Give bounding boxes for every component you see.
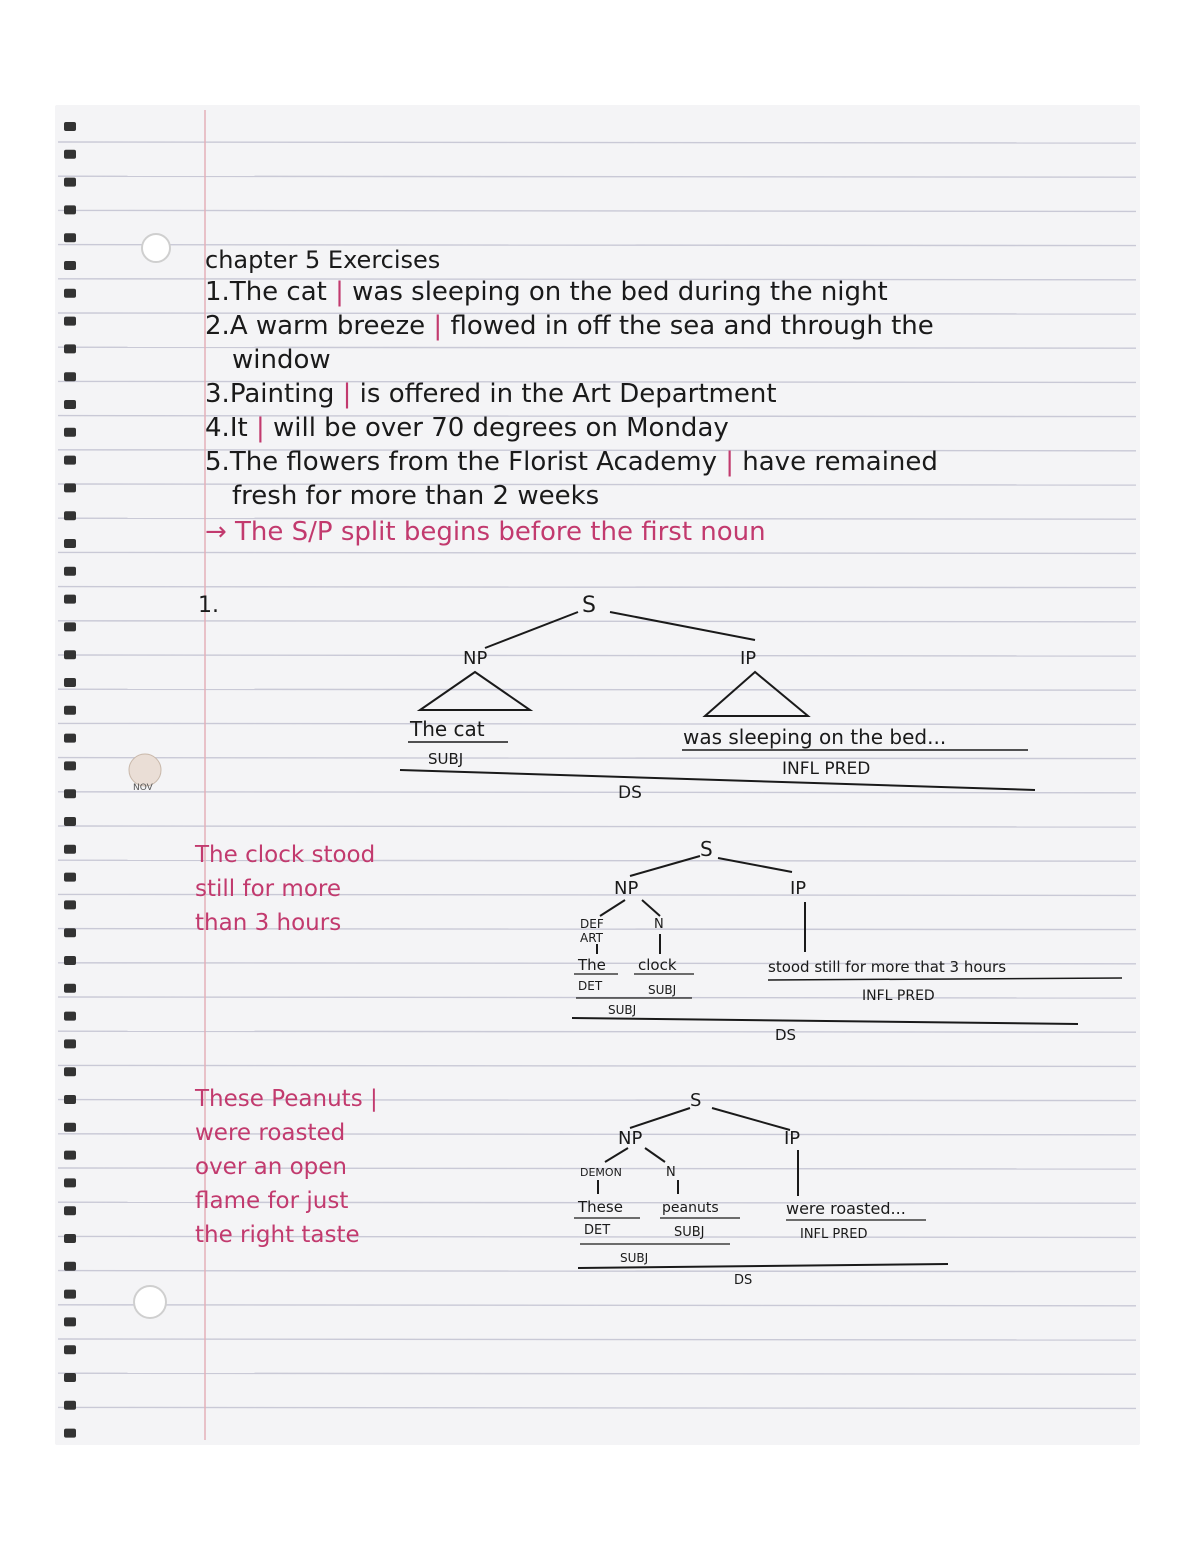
ruled-line xyxy=(58,1271,1136,1272)
svg-text:3.Painting | is offered in the: 3.Painting | is offered in the Art Department xyxy=(205,379,777,409)
spiral-hole xyxy=(64,289,76,298)
tree2-pred-text: stood still for more that 3 hours xyxy=(768,958,1007,976)
spiral-hole xyxy=(64,539,76,548)
ruled-line xyxy=(58,723,1136,724)
ruled-line xyxy=(58,1305,1136,1306)
spiral-hole xyxy=(64,122,76,131)
spiral-hole xyxy=(64,873,76,882)
spiral-hole xyxy=(64,205,76,214)
spiral-hole xyxy=(64,372,76,381)
spiral-hole xyxy=(64,1095,76,1104)
tree3-det-word: These xyxy=(578,1198,623,1216)
tree1-ds: DS xyxy=(618,783,642,803)
tree1-np: NP xyxy=(463,648,488,669)
spiral-hole xyxy=(64,150,76,159)
tree-2-sentence xyxy=(194,842,375,936)
svg-text:2.A warm breeze | flowed in of: 2.A warm breeze | flowed in off the sea and through the xyxy=(205,311,934,341)
tree1-ip: IP xyxy=(740,648,757,669)
tree3-n-word: peanuts xyxy=(662,1200,719,1216)
spiral-hole xyxy=(64,789,76,798)
tree2-n-word: clock xyxy=(638,956,677,974)
svg-text:The clock stood: The clock stood xyxy=(195,842,376,868)
tree1-pred-text: was sleeping on the bed... xyxy=(683,725,947,749)
spiral-hole xyxy=(64,1012,76,1021)
exercise-subject: The cat xyxy=(229,277,327,307)
spiral-hole xyxy=(64,261,76,270)
tree2-det-tag: DET xyxy=(578,979,603,993)
exercise-num: 1. xyxy=(205,277,230,307)
spiral-hole xyxy=(64,317,76,326)
spiral-hole xyxy=(64,1401,76,1410)
ruled-line xyxy=(58,142,1136,143)
svg-text:These Peanuts |: These Peanuts | xyxy=(195,1086,378,1112)
spiral-hole xyxy=(64,344,76,353)
tree2-det-cat-2: ART xyxy=(580,931,604,945)
spiral-hole xyxy=(64,1039,76,1048)
svg-text:the right taste: the right taste xyxy=(195,1222,360,1248)
ruled-line xyxy=(58,347,1136,348)
svg-text:still for more: still for more xyxy=(195,876,341,902)
tree2-ip: IP xyxy=(790,878,807,899)
tree1-root: S xyxy=(582,593,596,618)
spiral-hole xyxy=(64,678,76,687)
spiral-hole xyxy=(64,984,76,993)
tree3-np-tag: SUBJ xyxy=(620,1251,649,1265)
spiral-hole xyxy=(64,1317,76,1326)
spiral-hole xyxy=(64,956,76,965)
binder-sticker xyxy=(129,754,161,786)
ruled-line xyxy=(58,176,1136,177)
ruled-line xyxy=(58,210,1136,211)
tree-2 xyxy=(572,856,1078,1024)
ruled-line xyxy=(58,1373,1136,1374)
spiral-hole xyxy=(64,1373,76,1382)
tree-1 xyxy=(400,612,1035,790)
tree1-pred-tag: INFL PRED xyxy=(782,759,871,779)
tree2-det-cat-1: DEF xyxy=(580,917,604,931)
spiral-hole xyxy=(64,1262,76,1271)
exercise-predicate: was sleeping on the bed during the night xyxy=(352,277,888,307)
exercise-5 xyxy=(205,447,938,511)
spiral-hole xyxy=(64,456,76,465)
spiral-hole xyxy=(64,817,76,826)
tree3-root: S xyxy=(690,1090,702,1111)
svg-text:were roasted: were roasted xyxy=(195,1120,346,1146)
exercise-3 xyxy=(205,379,777,409)
ruled-line xyxy=(58,689,1136,690)
tree1-subj-text: The cat xyxy=(410,717,485,741)
exercise-1 xyxy=(205,277,888,307)
rule-note: → The S/P split begins before the first noun xyxy=(205,517,766,547)
tree3-n-tag: SUBJ xyxy=(674,1225,705,1240)
spiral-hole xyxy=(64,1206,76,1215)
spiral-hole xyxy=(64,428,76,437)
spiral-hole xyxy=(64,511,76,520)
tree2-np-tag: SUBJ xyxy=(608,1003,637,1017)
ruled-line xyxy=(58,792,1136,793)
svg-text:flame for just: flame for just xyxy=(195,1188,349,1214)
tree2-root: S xyxy=(700,837,713,861)
spiral-hole xyxy=(64,1123,76,1132)
ruled-line xyxy=(58,621,1136,622)
spiral-hole xyxy=(64,233,76,242)
tree3-det-cat: DEMON xyxy=(580,1166,622,1179)
spiral-hole xyxy=(64,734,76,743)
spiral-hole xyxy=(64,1234,76,1243)
spiral-hole xyxy=(64,1290,76,1299)
spiral-hole xyxy=(64,567,76,576)
spiral-binding xyxy=(64,122,76,1438)
spiral-hole xyxy=(64,483,76,492)
tree3-pred-tag: INFL PRED xyxy=(800,1227,868,1242)
exercise-4 xyxy=(205,413,729,443)
svg-text:1.The cat | was sleeping on th: 1.The cat | was sleeping on the bed during the night xyxy=(205,277,888,307)
svg-text:4.It | will be over 70 degrees: 4.It | will be over 70 degrees on Monday xyxy=(205,413,729,443)
spiral-hole xyxy=(64,1178,76,1187)
spiral-hole xyxy=(64,1151,76,1160)
spiral-hole xyxy=(64,400,76,409)
spiral-hole xyxy=(64,761,76,770)
spiral-hole xyxy=(64,650,76,659)
spiral-hole xyxy=(64,1067,76,1076)
spiral-hole xyxy=(64,622,76,631)
tree2-det-word: The xyxy=(578,956,606,974)
ruled-line xyxy=(58,1031,1136,1032)
tree2-ds: DS xyxy=(775,1026,797,1044)
spiral-hole xyxy=(64,178,76,187)
tree3-ip: IP xyxy=(784,1128,801,1149)
tree2-n-tag: SUBJ xyxy=(648,983,677,997)
svg-text:fresh for more than 2 weeks: fresh for more than 2 weeks xyxy=(232,481,600,511)
ruled-line xyxy=(58,1065,1136,1066)
ruled-line xyxy=(58,758,1136,759)
punch-hole-top xyxy=(142,234,170,262)
spiral-hole xyxy=(64,706,76,715)
ruled-line xyxy=(58,826,1136,827)
svg-text:than 3 hours: than 3 hours xyxy=(195,910,342,936)
tree2-np: NP xyxy=(614,878,639,899)
binder-note: NOV xyxy=(133,783,153,793)
tree1-subj-tag: SUBJ xyxy=(428,750,464,768)
svg-text:window: window xyxy=(232,345,331,375)
ruled-line xyxy=(58,1407,1136,1408)
exercise-2 xyxy=(205,311,934,375)
spiral-hole xyxy=(64,845,76,854)
tree3-n-cat: N xyxy=(666,1165,676,1180)
spiral-hole xyxy=(64,928,76,937)
tree2-pred-tag: INFL PRED xyxy=(862,988,935,1004)
ruled-line xyxy=(58,552,1136,553)
spiral-hole xyxy=(64,900,76,909)
tree3-np: NP xyxy=(618,1128,643,1149)
spiral-hole xyxy=(64,595,76,604)
svg-text:over an open: over an open xyxy=(195,1154,347,1180)
tree2-n-cat: N xyxy=(654,917,664,932)
spiral-hole xyxy=(64,1429,76,1438)
tree3-det-tag: DET xyxy=(584,1223,611,1238)
page-title: chapter 5 Exercises xyxy=(205,246,441,274)
ruled-line xyxy=(58,1339,1136,1340)
spiral-hole xyxy=(64,1345,76,1354)
tree3-ds: DS xyxy=(734,1273,753,1288)
punch-hole-bottom xyxy=(134,1286,166,1318)
ruled-line xyxy=(58,587,1136,588)
tree3-pred-text: were roasted... xyxy=(786,1199,906,1218)
ruled-line xyxy=(58,655,1136,656)
tree-3-sentence xyxy=(194,1086,378,1248)
tree1-label: 1. xyxy=(198,593,219,618)
svg-text:5.The flowers from the Florist: 5.The flowers from the Florist Academy | have remained xyxy=(205,447,938,477)
